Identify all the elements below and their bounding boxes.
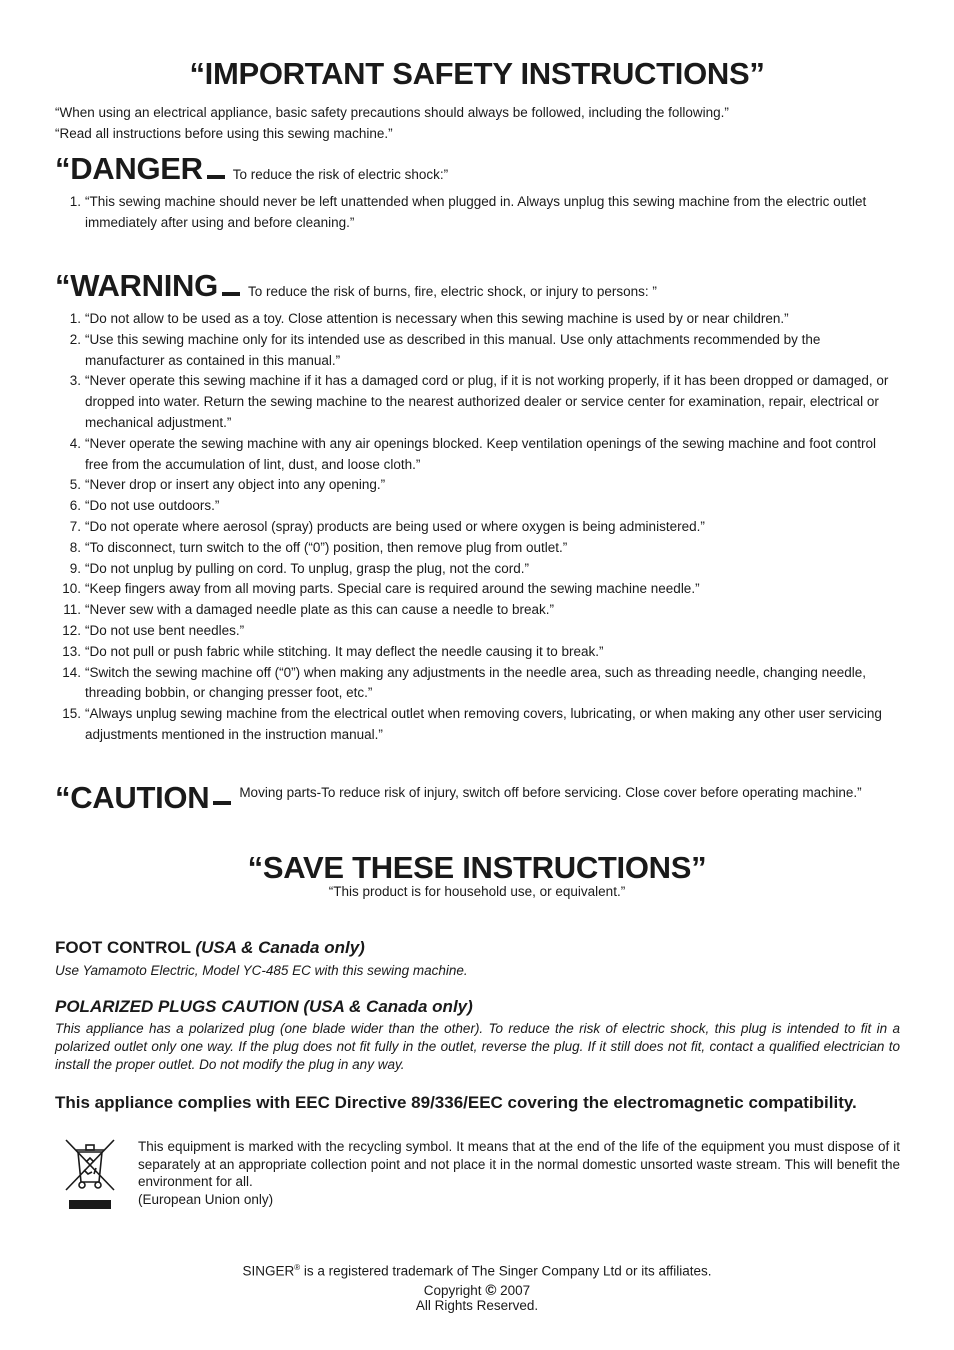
warning-heading: “WARNING [55, 268, 218, 303]
list-item-number: 9. [69, 560, 81, 576]
polarized-heading: POLARIZED PLUGS CAUTION (USA & Canada only) [55, 997, 473, 1016]
list-item-text: “Do not pull or push fabric while stitching. It may deflect the needle causing it to break.” [85, 643, 604, 659]
caution-heading: “CAUTION [55, 780, 210, 815]
list-item-number: 7. [69, 518, 81, 534]
list-item-number: 6. [69, 498, 81, 514]
recycling-region-note: (European Union only) [138, 1191, 274, 1207]
list-item-number: 5. [69, 477, 81, 493]
list-item [55, 663, 900, 705]
list-item-number: 10. [62, 581, 81, 597]
list-item [55, 642, 900, 663]
trademark-line [0, 1263, 954, 1279]
brand-name: SINGER [242, 1263, 295, 1279]
list-item-text: “Keep fingers away from all moving parts. Special care is required around the sewing machine needle.” [85, 581, 700, 597]
list-item-number: 11. [63, 602, 81, 618]
list-item [55, 309, 900, 330]
list-item [55, 600, 900, 621]
warning-subtitle: To reduce the risk of burns, fire, electric shock, or injury to persons: ” [247, 284, 657, 299]
list-item-text: “Never operate the sewing machine with any air openings blocked. Keep ventilation openings of the sewing machine and foot control free from the accumulation of lint, dust, and loose cloth.” [85, 435, 876, 472]
caution-dash [213, 801, 231, 805]
list-item-number: 3. [69, 373, 81, 389]
list-item-number: 15. [62, 706, 81, 722]
list-item [55, 559, 900, 580]
list-item-number: 13. [62, 643, 81, 659]
intro-line-1: “When using an electrical appliance, basic safety precautions should always be followed, including the following.” [55, 105, 729, 120]
crossed-out-wheelie-bin-icon [62, 1136, 118, 1212]
list-item-text: “Do not operate where aerosol (spray) products are being used or where oxygen is being administered.” [85, 518, 705, 534]
eec-compliance: This appliance complies with EEC Directive 89/336/EEC covering the electromagnetic compatibility. [55, 1093, 857, 1112]
foot-control-heading-text: FOOT CONTROL [55, 938, 191, 957]
danger-heading-row [55, 153, 448, 185]
list-item [55, 434, 900, 476]
list-item [55, 192, 900, 234]
list-item-text: “Never sew with a damaged needle plate as this can cause a needle to break.” [85, 602, 555, 618]
list-item [55, 704, 900, 746]
list-item-number: 4. [69, 435, 81, 451]
recycling-text: This equipment is marked with the recycling symbol. It means that at the end of the life of the equipment you must dispose of it separately at an appropriate collection point and not place it in the normal domestic unsorted waste stream. This will benefit the environment for all. [138, 1139, 900, 1189]
danger-list [55, 192, 900, 234]
save-title: “SAVE THESE INSTRUCTIONS” [247, 850, 707, 885]
list-item-number: 1. [69, 311, 81, 326]
list-item [55, 517, 900, 538]
registered-mark: ® [294, 1263, 301, 1272]
intro-line-2: “Read all instructions before using this sewing machine.” [55, 126, 393, 141]
list-item-text: “Always unplug sewing machine from the electrical outlet when removing covers, lubricating, or when making any other user servicing adjustments mentioned in the instruction manual.” [85, 706, 882, 742]
list-item [55, 496, 900, 517]
list-item-text: “Switch the sewing machine off (“0”) when making any adjustments in the needle area, such as threading needle, changing needle, threading bobbin, or changing presser foot, etc.” [85, 664, 866, 701]
copyright-word: Copyright [423, 1283, 482, 1298]
copyright-year: 2007 [500, 1283, 531, 1298]
list-item [55, 371, 900, 433]
list-item-number: 14. [62, 664, 81, 680]
recycling-notice [138, 1138, 900, 1208]
foot-control-heading [55, 938, 365, 958]
list-item-text: “Do not use bent needles.” [85, 622, 245, 638]
list-item [55, 330, 900, 372]
list-item-number: 1. [69, 194, 81, 209]
foot-control-text: Use Yamamoto Electric, Model YC-485 EC with this sewing machine. [55, 963, 468, 978]
rights-line: All Rights Reserved. [415, 1298, 539, 1313]
list-item-text: “Do not use outdoors.” [85, 498, 220, 514]
copyright-line [0, 1282, 954, 1299]
copyright-symbol: © [485, 1282, 497, 1299]
warning-list [55, 309, 900, 746]
danger-heading: “DANGER [55, 151, 203, 186]
list-item-text: “Do not allow to be used as a toy. Close attention is necessary when this sewing machine is used by or near children.” [85, 311, 789, 326]
list-item-number: 12. [62, 622, 81, 638]
list-item-number: 2. [69, 331, 81, 347]
household-note: “This product is for household use, or equivalent.” [328, 884, 626, 899]
list-item-text: “Never drop or insert any object into any opening.” [85, 477, 386, 493]
caution-row [55, 782, 900, 814]
warning-dash [222, 292, 240, 296]
warning-heading-row [55, 270, 657, 302]
list-item-text: “This sewing machine should never be left unattended when plugged in. Always unplug this sewing machine from the electric outlet immediately after using and before cleaning.” [85, 194, 867, 230]
list-item-text: “Never operate this sewing machine if it has a damaged cord or plug, if it is not working properly, if it has been dropped or damaged, or dropped into water. Return the sewing machine to the nearest authorized dealer or service center for examination, repair, electrical or mechanical adjustment.” [85, 373, 889, 430]
list-item-text: “Do not unplug by pulling on cord. To unplug, grasp the plug, not the cord.” [85, 560, 530, 576]
list-item [55, 579, 900, 600]
trademark-text: is a registered trademark of The Singer Company Ltd or its affiliates. [300, 1263, 712, 1279]
list-item [55, 538, 900, 559]
danger-subtitle: To reduce the risk of electric shock:” [232, 167, 449, 182]
list-item-text: “Use this sewing machine only for its intended use as described in this manual. Use only attachments recommended by the manufacturer as contained in this manual.” [85, 331, 821, 368]
list-item [55, 621, 900, 642]
list-item [55, 475, 900, 496]
list-item-number: 8. [69, 539, 81, 555]
polarized-text: This appliance has a polarized plug (one blade wider than the other). To reduce the risk of electric shock, this plug is intended to fit in a polarized outlet only one way. If the plug does not fit fully in the outlet, reverse the plug. If it still does not fit, contact a qualified electrician to install the proper outlet. Do not modify the plug in any way. [55, 1021, 900, 1072]
danger-dash [207, 175, 225, 179]
page-title: “IMPORTANT SAFETY INSTRUCTIONS” [189, 56, 765, 91]
caution-text: Moving parts-To reduce risk of injury, switch off before servicing. Close cover before operating machine.” [239, 785, 862, 800]
foot-control-heading-region: (USA & Canada only) [195, 938, 365, 957]
list-item-text: “To disconnect, turn switch to the off (“0”) position, then remove plug from outlet.” [85, 539, 568, 555]
